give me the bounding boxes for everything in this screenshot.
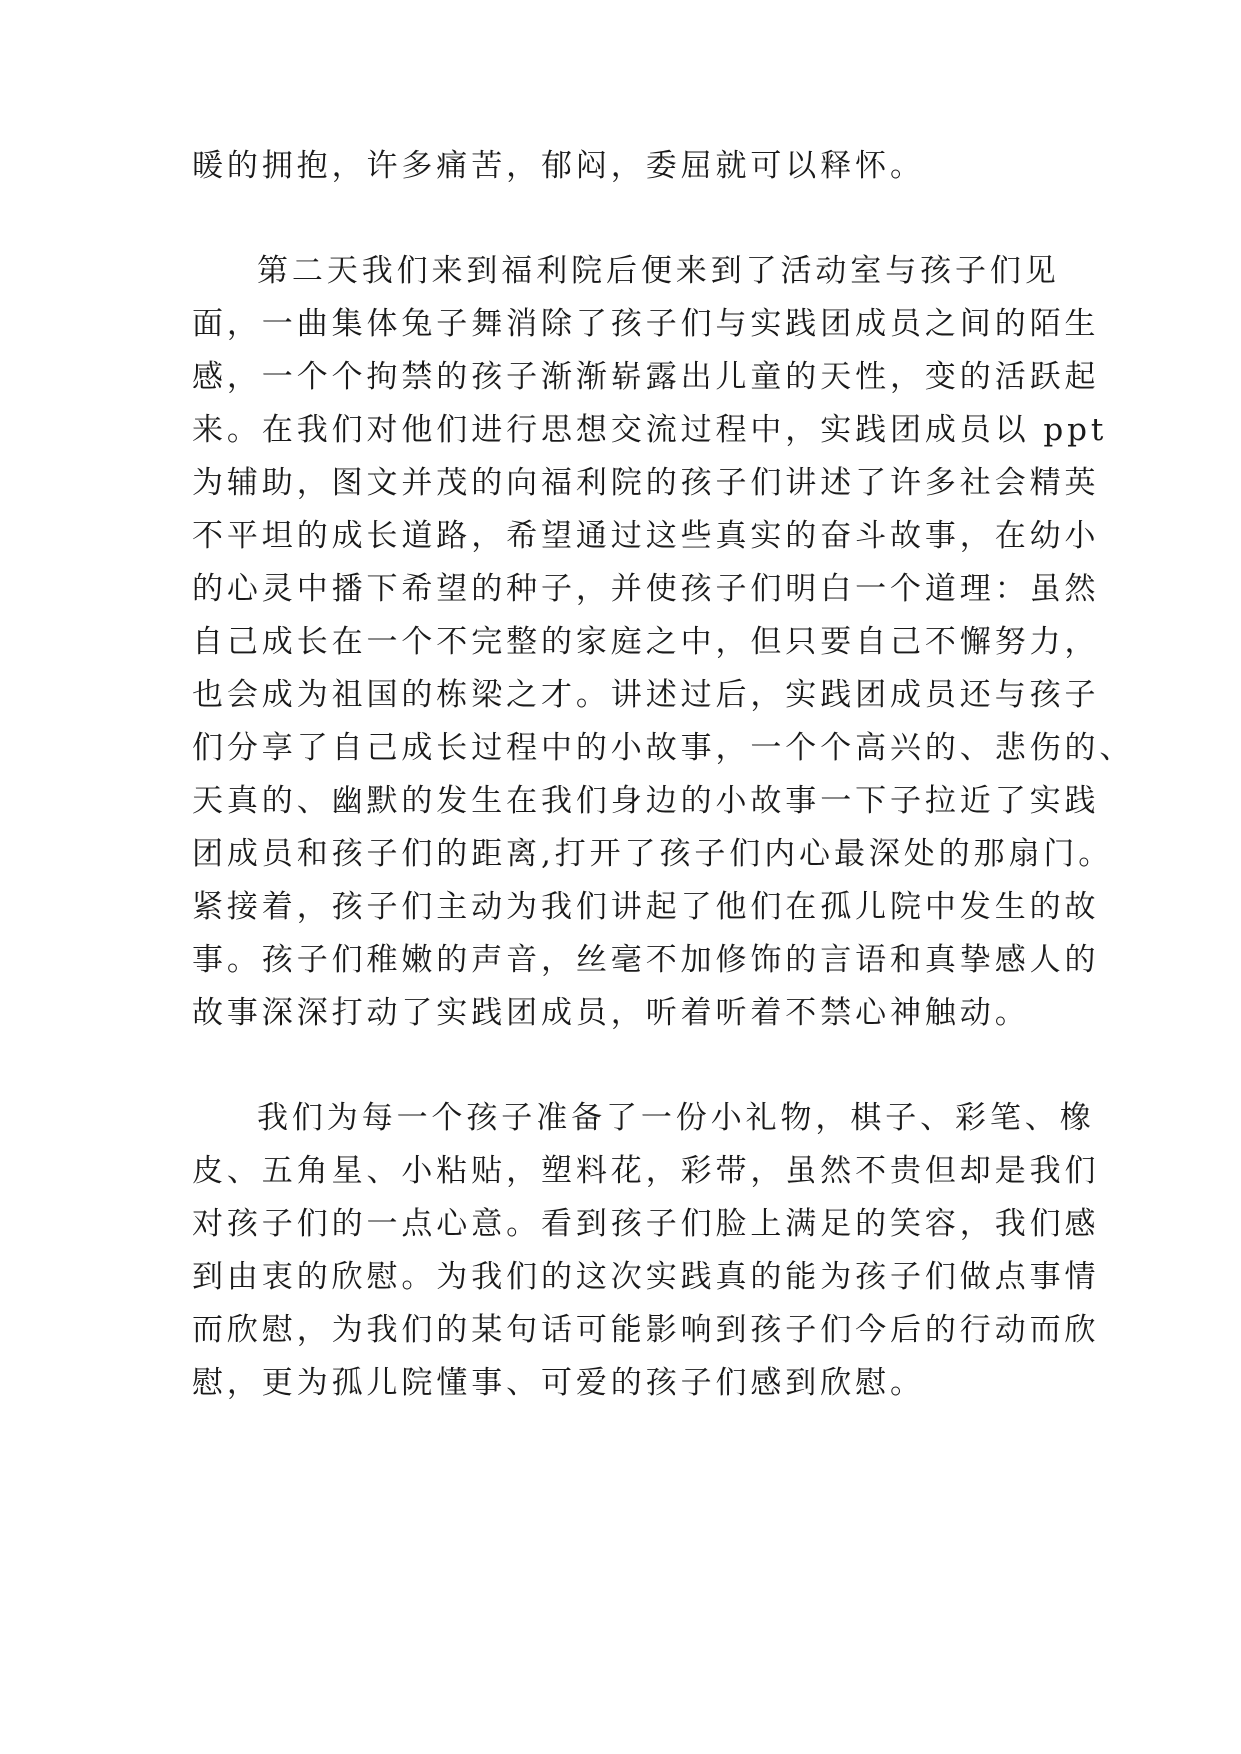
text-line: 事。孩子们稚嫩的声音，丝毫不加修饰的言语和真挚感人的 [192, 942, 1100, 978]
text-line: 不平坦的成长道路，希望通过这些真实的奋斗故事，在幼小 [192, 518, 1100, 554]
text-line: 面，一曲集体兔子舞消除了孩子们与实践团成员之间的陌生 [192, 306, 1100, 342]
text-line: 故事深深打动了实践团成员，听着听着不禁心神触动。 [192, 995, 1030, 1031]
paragraph-first-line: 第二天我们来到福利院后便来到了活动室与孩子们见 [257, 253, 1060, 289]
text-line: 慰，更为孤儿院懂事、可爱的孩子们感到欣慰。 [192, 1365, 925, 1401]
text-line: 而欣慰，为我们的某句话可能影响到孩子们今后的行动而欣 [192, 1312, 1100, 1348]
text-line: 来。在我们对他们进行思想交流过程中，实践团成员以 ppt [192, 412, 1108, 448]
text-line: 为辅助，图文并茂的向福利院的孩子们讲述了许多社会精英 [192, 465, 1100, 501]
text-line: 也会成为祖国的栋梁之才。讲述过后，实践团成员还与孩子 [192, 677, 1100, 713]
paragraph-first-line: 我们为每一个孩子准备了一份小礼物，棋子、彩笔、橡 [257, 1100, 1095, 1136]
text-line: 暖的拥抱，许多痛苦，郁闷，委屈就可以释怀。 [192, 148, 925, 184]
text-line: 们分享了自己成长过程中的小故事，一个个高兴的、悲伤的、 [192, 730, 1135, 766]
text-line: 自己成长在一个不完整的家庭之中，但只要自己不懈努力， [192, 624, 1100, 660]
text-line: 紧接着，孩子们主动为我们讲起了他们在孤儿院中发生的故 [192, 889, 1100, 925]
text-line: 皮、五角星、小粘贴，塑料花，彩带，虽然不贵但却是我们 [192, 1153, 1100, 1189]
text-line: 对孩子们的一点心意。看到孩子们脸上满足的笑容，我们感 [192, 1206, 1100, 1242]
text-line: 天真的、幽默的发生在我们身边的小故事一下子拉近了实践 [192, 783, 1100, 819]
text-line: 到由衷的欣慰。为我们的这次实践真的能为孩子们做点事情 [192, 1259, 1100, 1295]
text-line: 团成员和孩子们的距离,打开了孩子们内心最深处的那扇门。 [192, 836, 1114, 872]
text-line: 感，一个个拘禁的孩子渐渐崭露出儿童的天性，变的活跃起 [192, 359, 1100, 395]
text-line: 的心灵中播下希望的种子，并使孩子们明白一个道理：虽然 [192, 571, 1100, 607]
